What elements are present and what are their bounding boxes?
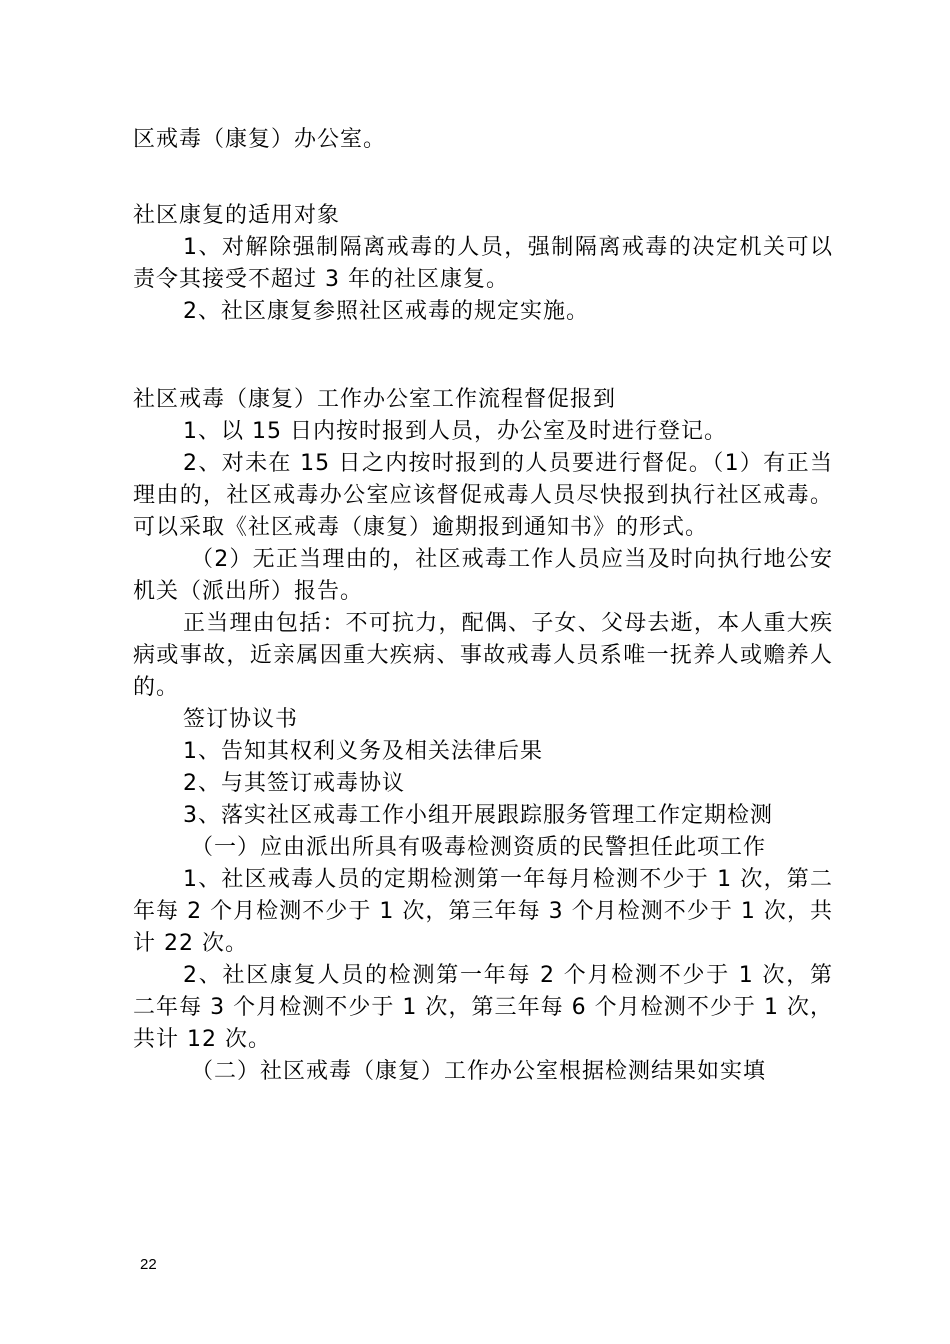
list-item: 3、落实社区戒毒工作小组开展跟踪服务管理工作定期检测 (183, 803, 773, 828)
spacer (133, 328, 833, 384)
paragraph: （一）应由派出所具有吸毒检测资质的民警担任此项工作 (191, 835, 767, 860)
section-heading-workflow: 社区戒毒（康复）工作办公室工作流程督促报到 (133, 387, 617, 412)
paragraph-continuation: 区戒毒（康复）办公室。 (133, 127, 387, 152)
document-body (133, 124, 833, 1088)
spacer (133, 156, 833, 200)
list-item: 2、与其签订戒毒协议 (183, 771, 405, 796)
paragraph: （2）无正当理由的，社区戒毒工作人员应当及时向执行地公安机关（派出所）报告。 (133, 547, 833, 604)
paragraph: 2、社区康复参照社区戒毒的规定实施。 (183, 299, 589, 324)
paragraph: （二）社区戒毒（康复）工作办公室根据检测结果如实填 (191, 1059, 767, 1084)
paragraph: 1、社区戒毒人员的定期检测第一年每月检测不少于 1 次，第二年每 2 个月检测不少于 1 次，第三年每 3 个月检测不少于 1 次，共计 22 次。 (133, 867, 833, 956)
list-item: 1、告知其权利义务及相关法律后果 (183, 739, 543, 764)
section-heading-applicable-objects: 社区康复的适用对象 (133, 203, 341, 228)
subheading-sign-agreement: 签订协议书 (183, 707, 299, 732)
paragraph: 2、社区康复人员的检测第一年每 2 个月检测不少于 1 次，第二年每 3 个月检测不少于 1 次，第三年每 6 个月检测不少于 1 次，共计 12 次。 (133, 963, 833, 1052)
paragraph: 正当理由包括：不可抗力，配偶、子女、父母去逝，本人重大疾病或事故，近亲属因重大疾病、事故戒毒人员系唯一抚养人或赡养人的。 (133, 611, 833, 700)
paragraph: 2、对未在 15 日之内按时报到的人员要进行督促。（1）有正当理由的，社区戒毒办公室应该督促戒毒人员尽快报到执行社区戒毒。可以采取《社区戒毒（康复）逾期报到通知书》的形式。 (133, 451, 833, 540)
paragraph: 1、以 15 日内按时报到人员，办公室及时进行登记。 (183, 419, 727, 444)
page-number: 22 (140, 1256, 157, 1273)
paragraph: 1、对解除强制隔离戒毒的人员，强制隔离戒毒的决定机关可以责令其接受不超过 3 年的社区康复。 (133, 235, 833, 292)
